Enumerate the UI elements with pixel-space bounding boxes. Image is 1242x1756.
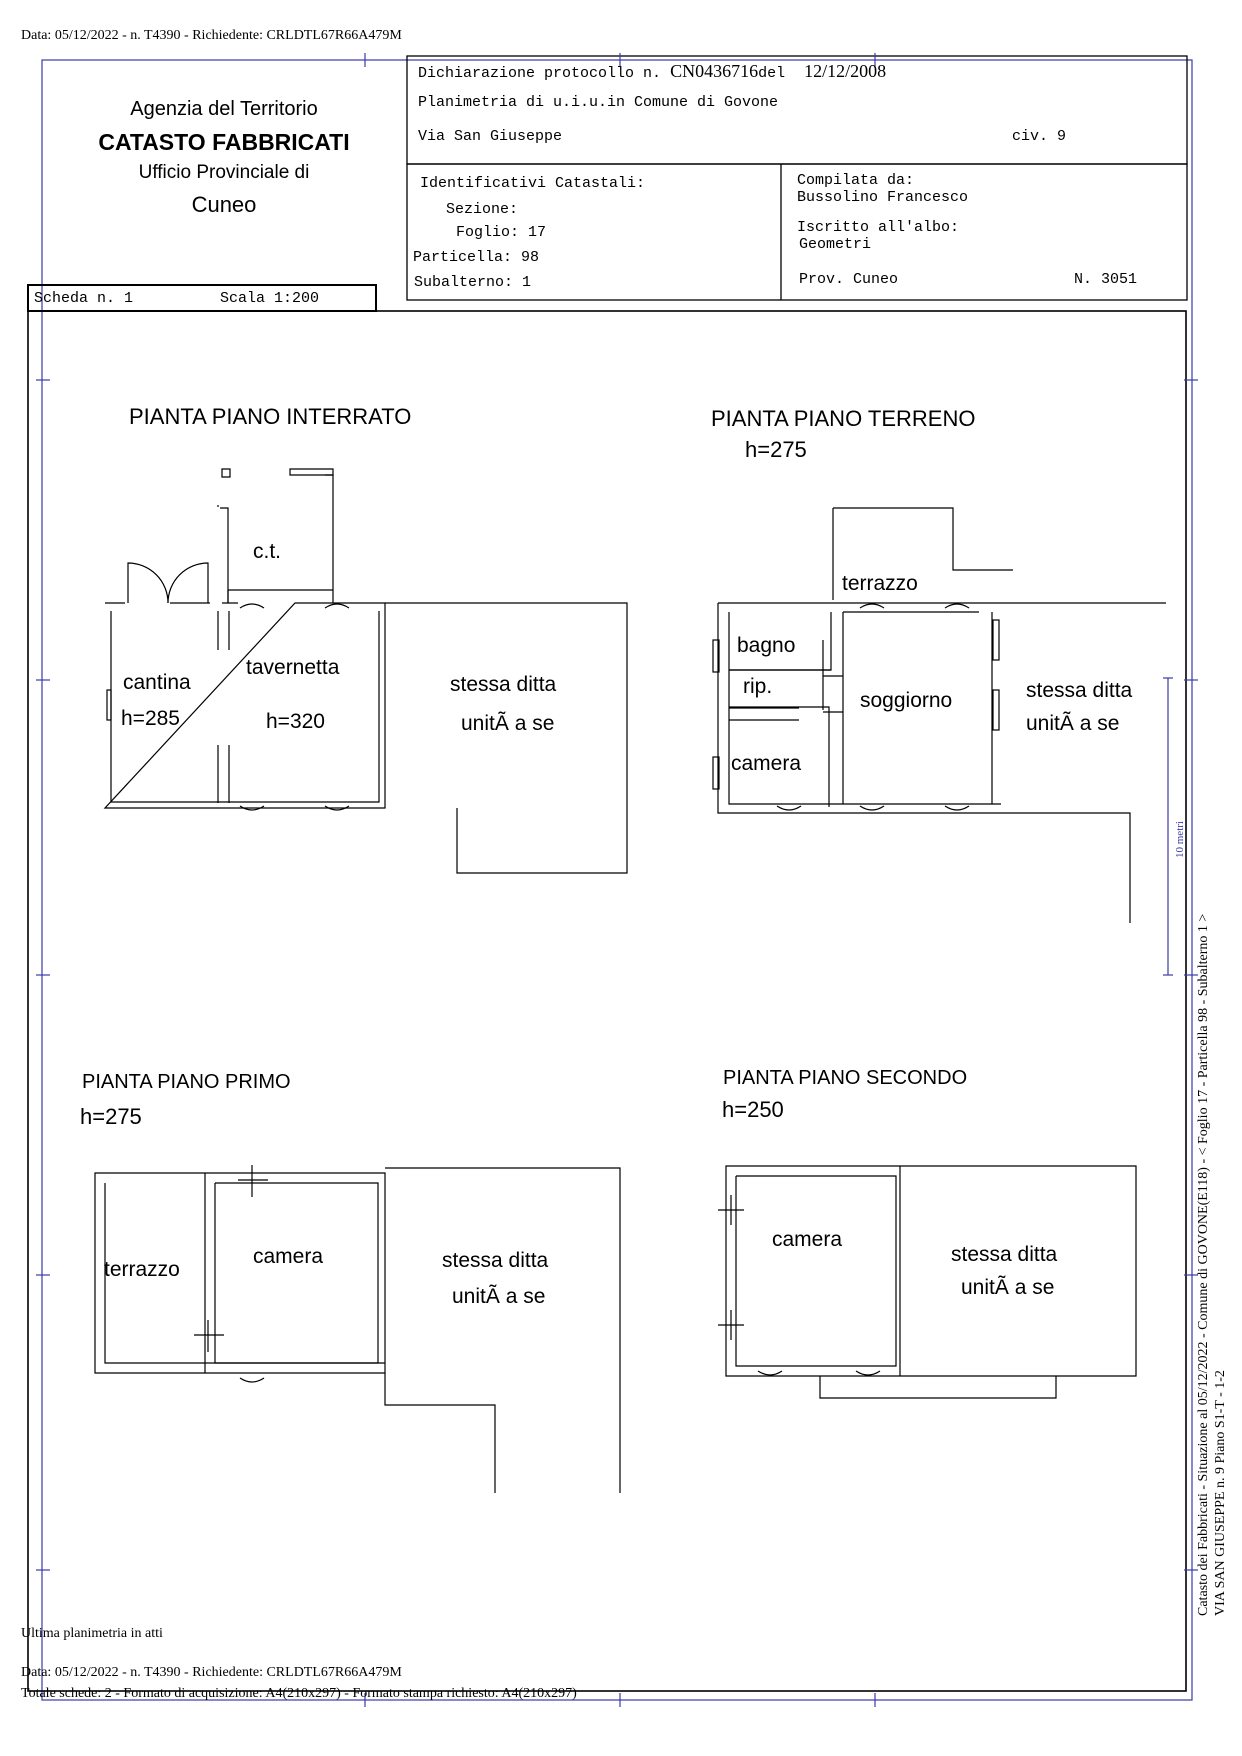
room-cantina: cantina <box>123 671 191 694</box>
address-line: Via San Giuseppe <box>418 128 563 145</box>
unita-interrato: unitÃ a se <box>461 712 555 735</box>
plan-height-secondo: h=250 <box>722 1097 784 1122</box>
compilata-name: Bussolino Francesco <box>797 189 969 206</box>
agency-name: Agenzia del Territorio <box>130 98 318 120</box>
header-request-line: Data: 05/12/2022 - n. T4390 - Richiedente: CRLDTL67R66A479M <box>21 28 402 43</box>
room-soggiorno: soggiorno <box>860 689 953 712</box>
foglio: Foglio: 17 <box>456 224 547 241</box>
sezione: Sezione: <box>446 201 519 218</box>
stessa-ditta-primo: stessa ditta <box>442 1249 549 1272</box>
compilata-title: Compilata da: <box>797 172 915 189</box>
declaration-prefix: Dichiarazione protocollo n. <box>418 65 662 82</box>
unita-terreno: unitÃ a se <box>1026 712 1120 735</box>
declaration-line <box>418 61 886 82</box>
plan-title-terreno: PIANTA PIANO TERRENO <box>711 406 976 431</box>
declaration-number: CN0436716 <box>670 61 759 81</box>
declaration-date: 12/12/2008 <box>804 61 887 81</box>
footer-ultima: Ultima planimetria in atti <box>21 1626 163 1641</box>
stessa-ditta-terreno: stessa ditta <box>1026 679 1133 702</box>
scale-stamp: 10 metri <box>1174 821 1186 858</box>
footer-request-line: Data: 05/12/2022 - n. T4390 - Richiedente: CRLDTL67R66A479M <box>21 1665 402 1680</box>
scale-label: Scala 1:200 <box>220 290 320 307</box>
stessa-ditta-secondo: stessa ditta <box>951 1243 1058 1266</box>
plan-height-primo: h=275 <box>80 1104 142 1129</box>
province: Prov. Cuneo <box>799 271 899 288</box>
room-cantina-height: h=285 <box>121 707 180 730</box>
room-bagno: bagno <box>737 634 796 657</box>
albo-name: Geometri <box>799 236 872 253</box>
unita-secondo: unitÃ a se <box>961 1276 1055 1299</box>
unita-primo: unitÃ a se <box>452 1285 546 1308</box>
footer-totale: Totale schede: 2 - Formato di acquisizione: A4(210x297) - Formato stampa richiesto: A4(210x297) <box>21 1686 577 1701</box>
agency-catasto: CATASTO FABBRICATI <box>98 129 350 155</box>
declaration-del: del <box>758 65 786 82</box>
subalterno: Subalterno: 1 <box>414 274 532 291</box>
plan-height-terreno: h=275 <box>745 437 807 462</box>
stessa-ditta-interrato: stessa ditta <box>450 673 557 696</box>
room-terrazzo-primo: terrazzo <box>104 1258 180 1281</box>
albo-number: N. 3051 <box>1074 271 1138 288</box>
room-camera-terreno: camera <box>731 752 802 775</box>
room-terrazzo-terreno: terrazzo <box>842 572 918 595</box>
side-situazione-line: Catasto dei Fabbricati - Situazione al 05/12/2022 - Comune di GOVONE(E118) - < Foglio 17 - Particella 98 - Subalterno 1 > <box>1196 913 1211 1616</box>
identificativi-title: Identificativi Catastali: <box>420 175 646 192</box>
room-camera-primo: camera <box>253 1245 324 1268</box>
civic-number: civ. 9 <box>1012 128 1067 145</box>
room-tavernetta: tavernetta <box>246 656 340 679</box>
room-camera-secondo: camera <box>772 1228 843 1251</box>
particella: Particella: 98 <box>413 249 540 266</box>
room-ripostiglio: rip. <box>743 675 773 698</box>
plan-title-primo: PIANTA PIANO PRIMO <box>82 1071 291 1093</box>
plan-title-secondo: PIANTA PIANO SECONDO <box>723 1067 968 1089</box>
room-tavernetta-height: h=320 <box>266 710 325 733</box>
agency-city: Cuneo <box>191 192 257 217</box>
side-address-line: VIA SAN GIUSEPPE n. 9 Piano S1-T - 1-2 <box>1213 1370 1228 1616</box>
room-ct: c.t. <box>253 540 282 563</box>
scheda-number: Scheda n. 1 <box>34 290 134 307</box>
iscritto-albo: Iscritto all'albo: <box>797 219 960 236</box>
agency-office: Ufficio Provinciale di <box>138 162 310 183</box>
plan-title-interrato: PIANTA PIANO INTERRATO <box>129 404 412 429</box>
planimetria-line: Planimetria di u.i.u.in Comune di Govone <box>418 94 779 111</box>
